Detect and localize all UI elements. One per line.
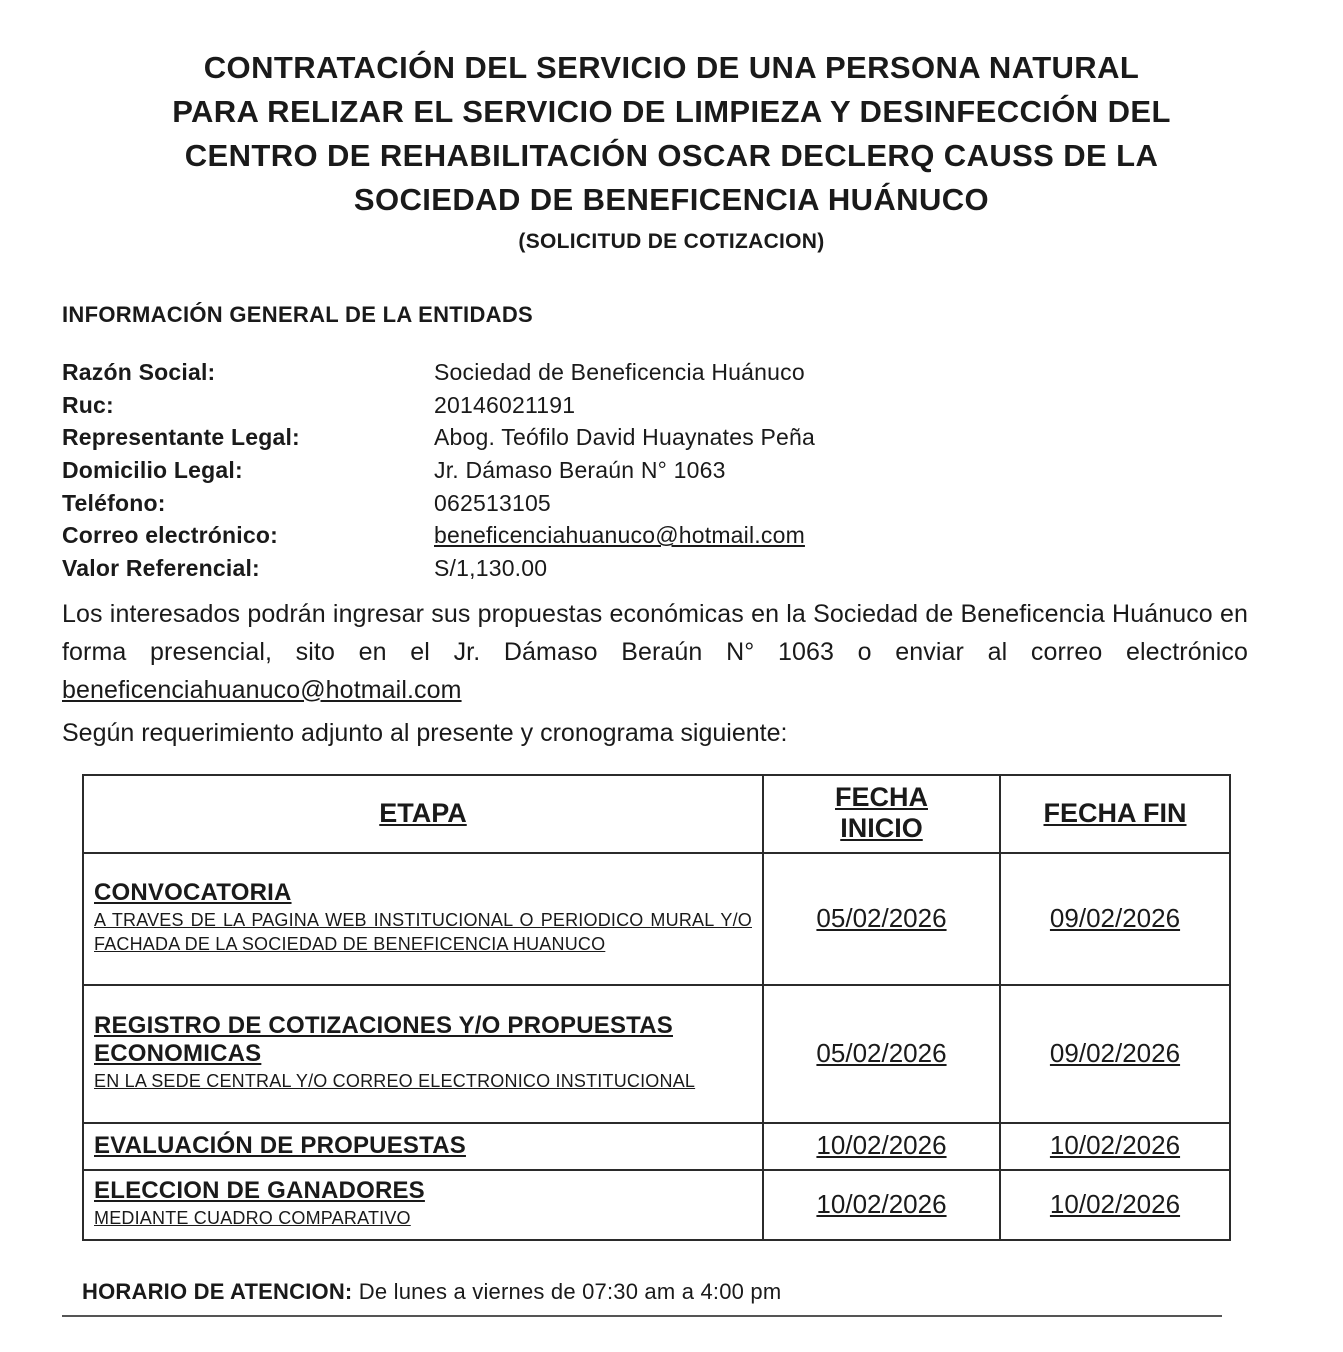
document-page bbox=[0, 46, 1343, 1352]
title-line-4: SOCIEDAD DE BENEFICENCIA HUÁNUCO bbox=[353, 182, 990, 218]
etapa-detail: EN LA SEDE CENTRAL Y/O CORREO ELECTRONICO INSTITUCIONAL bbox=[94, 1071, 696, 1092]
info-row-domicilio-legal bbox=[62, 454, 1343, 487]
document-title bbox=[95, 46, 1248, 254]
info-row-representante-legal bbox=[62, 421, 1343, 454]
submission-email-link[interactable]: beneficenciahuanuco@hotmail.com bbox=[62, 675, 462, 704]
title-line-2: PARA RELIZAR EL SERVICIO DE LIMPIEZA Y DESINFECCIÓN DEL bbox=[172, 94, 1171, 130]
table-row bbox=[83, 1123, 1230, 1170]
info-label: Representante Legal: bbox=[62, 424, 300, 451]
column-header-fecha-inicio: FECHA INICIO bbox=[763, 775, 1000, 853]
column-header-fecha-fin: FECHA FIN bbox=[1000, 775, 1230, 853]
title-line-3: CENTRO DE REHABILITACIÓN OSCAR DECLERQ CAUSS DE LA bbox=[184, 138, 1159, 174]
table-row bbox=[83, 985, 1230, 1123]
info-row-correo-electronico bbox=[62, 519, 1343, 552]
etapa-detail: A TRAVES DE LA PAGINA WEB INSTITUCIONAL O PERIODICO MURAL Y/O FACHADA DE LA SOCIEDAD DE BENEFICENCIA HUANUCO bbox=[94, 910, 752, 955]
cell-fecha-inicio: 05/02/2026 bbox=[763, 853, 1000, 985]
info-value: S/1,130.00 bbox=[434, 555, 548, 581]
info-label: Valor Referencial: bbox=[62, 555, 260, 581]
cell-fecha-fin: 10/02/2026 bbox=[1000, 1170, 1230, 1240]
cell-fecha-inicio: 10/02/2026 bbox=[763, 1123, 1000, 1170]
info-value: Jr. Dámaso Beraún N° 1063 bbox=[434, 457, 726, 484]
horario-atencion bbox=[82, 1279, 1343, 1305]
info-value: 20146021191 bbox=[434, 391, 576, 418]
info-row-ruc bbox=[62, 389, 1343, 422]
table-header-row bbox=[83, 775, 1230, 853]
cell-fecha-fin: 09/02/2026 bbox=[1000, 985, 1230, 1123]
cronograma-table bbox=[82, 774, 1231, 1241]
info-row-telefono bbox=[62, 487, 1343, 520]
cronograma-table-wrapper bbox=[82, 774, 1229, 1241]
cell-fecha-inicio: 10/02/2026 bbox=[763, 1170, 1000, 1240]
info-value: Abog. Teófilo David Huaynates Peña bbox=[434, 424, 816, 451]
email-link[interactable]: beneficenciahuanuco@hotmail.com bbox=[434, 522, 805, 549]
footer-divider bbox=[62, 1315, 1222, 1317]
column-header-etapa: ETAPA bbox=[83, 775, 763, 853]
table-row bbox=[83, 1170, 1230, 1240]
horario-label: HORARIO DE ATENCION: bbox=[82, 1279, 353, 1305]
etapa-title: ELECCION DE GANADORES bbox=[94, 1177, 425, 1205]
info-row-razon-social bbox=[62, 356, 1343, 389]
cell-etapa-registro bbox=[83, 985, 763, 1123]
cell-fecha-inicio: 05/02/2026 bbox=[763, 985, 1000, 1123]
etapa-title: REGISTRO DE COTIZACIONES Y/O PROPUESTAS ECONOMICAS bbox=[94, 1012, 673, 1068]
info-label: Correo electrónico: bbox=[62, 522, 278, 549]
schedule-intro-paragraph: Según requerimiento adjunto al presente y cronograma siguiente: bbox=[62, 718, 788, 747]
info-value: Sociedad de Beneficencia Huánuco bbox=[434, 359, 805, 386]
document-subtitle: (SOLICITUD DE COTIZACION) bbox=[518, 230, 825, 254]
entity-info-list bbox=[62, 356, 1343, 585]
etapa-title: CONVOCATORIA bbox=[94, 879, 292, 907]
cell-etapa-evaluacion bbox=[83, 1123, 763, 1170]
submission-paragraph bbox=[62, 595, 1248, 709]
info-value: 062513105 bbox=[434, 489, 551, 516]
info-label: Ruc: bbox=[62, 391, 114, 418]
title-line-1: CONTRATACIÓN DEL SERVICIO DE UNA PERSONA NATURAL bbox=[203, 50, 1140, 85]
info-label: Razón Social: bbox=[62, 359, 216, 386]
cell-fecha-fin: 09/02/2026 bbox=[1000, 853, 1230, 985]
etapa-detail: MEDIANTE CUADRO COMPARATIVO bbox=[94, 1208, 411, 1229]
etapa-title: EVALUACIÓN DE PROPUESTAS bbox=[94, 1131, 466, 1159]
info-label: Teléfono: bbox=[62, 489, 166, 516]
info-row-valor-referencial bbox=[62, 552, 1343, 585]
info-label: Domicilio Legal: bbox=[62, 457, 243, 484]
section-heading-entity-info: INFORMACIÓN GENERAL DE LA ENTIDADS bbox=[62, 302, 533, 328]
cell-etapa-eleccion bbox=[83, 1170, 763, 1240]
cell-fecha-fin: 10/02/2026 bbox=[1000, 1123, 1230, 1170]
submission-paragraph-text: Los interesados podrán ingresar sus propuestas económicas en la Sociedad de Beneficencia Huánuco en forma presencial, sito en el Jr. Dámaso Beraún N° 1063 o enviar al correo electrónico bbox=[62, 599, 1248, 666]
horario-value: De lunes a viernes de 07:30 am a 4:00 pm bbox=[358, 1279, 782, 1305]
table-row bbox=[83, 853, 1230, 985]
cell-etapa-convocatoria bbox=[83, 853, 763, 985]
